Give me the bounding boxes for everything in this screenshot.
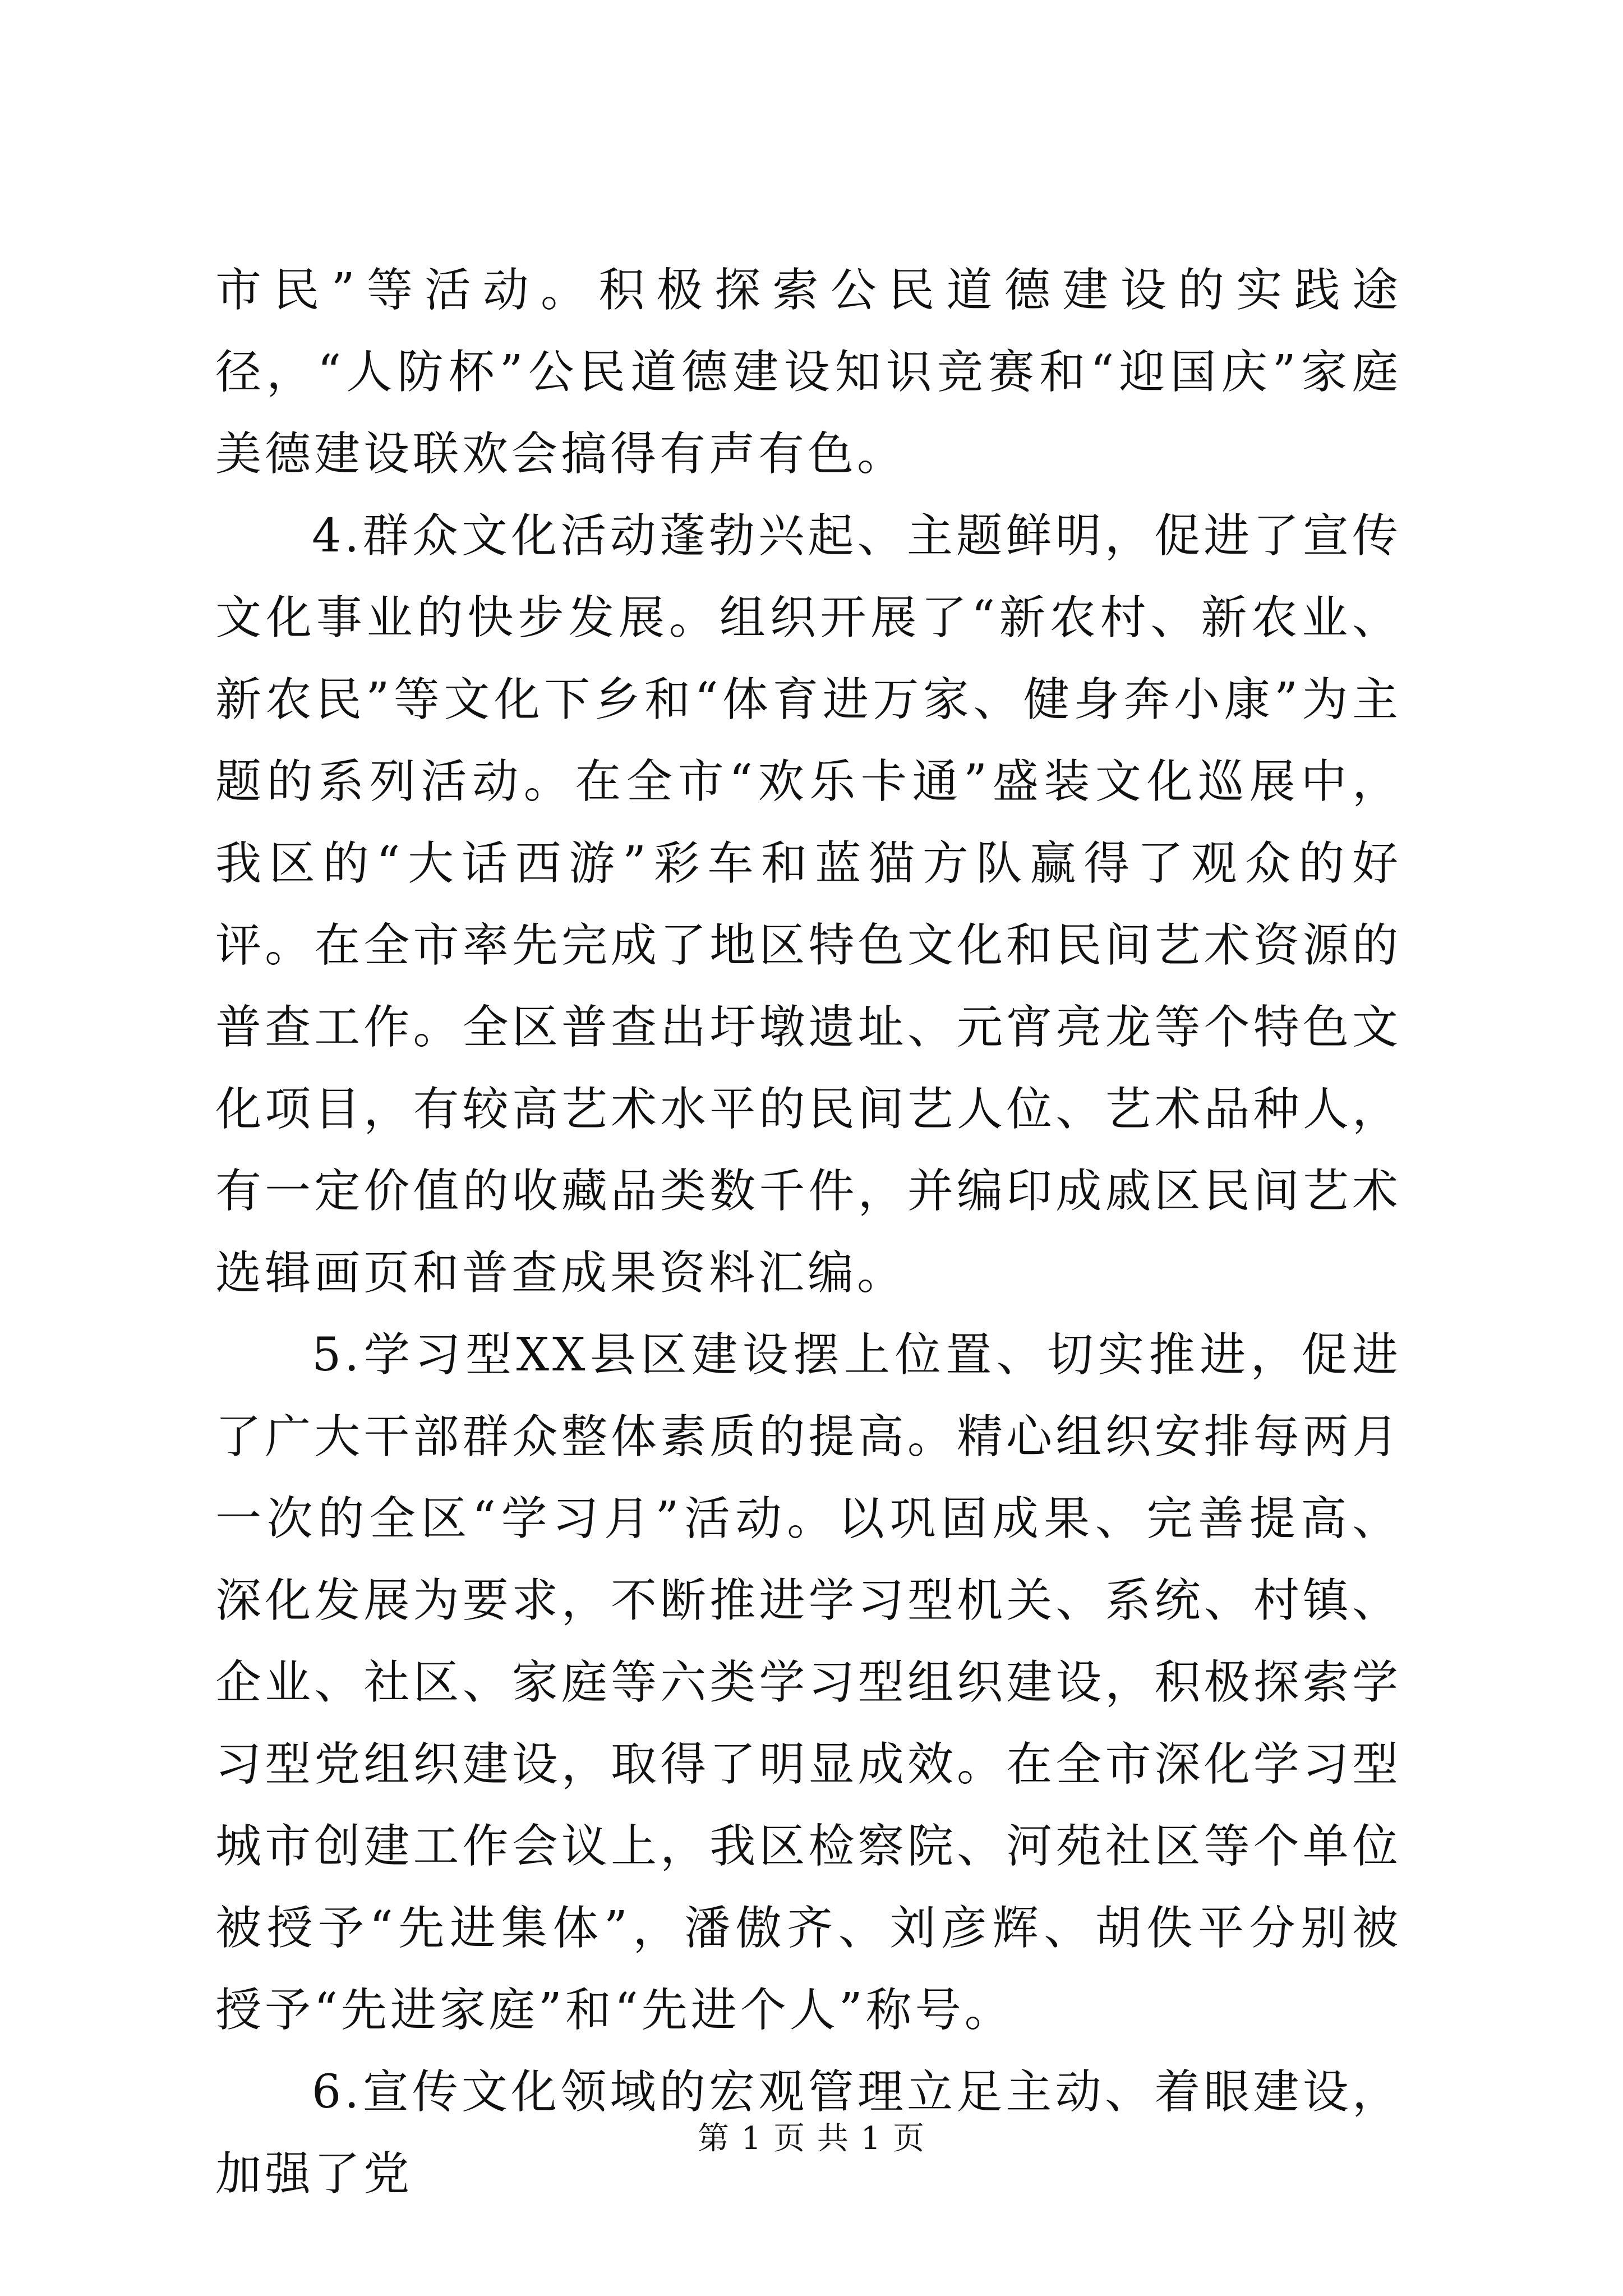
page-number-footer: 第 1 页 共 1 页 [697,2120,926,2157]
paragraph-item-5: 5.学习型XX县区建设摆上位置、切实推进，促进了广大干部群众整体素质的提高。精心组织安排每两月一次的全区“学习月”活动。以巩固成果、完善提高、深化发展为要求，不断推进学习型机关、系统、村镇、企业、社区、家庭等六类学习型组织建设，积极探索学习型党组织建设，取得了明显成效。在全市深化学习型城市创建工作会议上，我区检察院、河苑社区等个单位被授予“先进集体”，潘傲齐、刘彦辉、胡佚平分别被授予“先进家庭”和“先进个人”称号。 [215,1328,1401,2037]
paragraph-item-4: 4.群众文化活动蓬勃兴起、主题鲜明，促进了宣传文化事业的快步发展。组织开展了“新农村、新农业、新农民”等文化下乡和“体育进万家、健身奔小康”为主题的系列活动。在全市“欢乐卡通”盛装文化巡展中，我区的“大话西游”彩车和蓝猫方队赢得了观众的好评。在全市率先完成了地区特色文化和民间艺术资源的普查工作。全区普查出圩墩遗址、元宵亮龙等个特色文化项目，有较高艺术水平的民间艺人位、艺术品种人，有一定价值的收藏品类数千件，并编印成戚区民间艺术选辑画页和普查成果资料汇编。 [215,509,1401,1300]
document-body [215,250,1401,2215]
paragraph-continuation: 市民”等活动。积极探索公民道德建设的实践途径，“人防杯”公民道德建设知识竞赛和“迎国庆”家庭美德建设联欢会搞得有声有色。 [215,264,1401,481]
paragraph-item-6: 6.宣传文化领域的宏观管理立足主动、着眼建设，加强了党 [215,2065,1401,2201]
